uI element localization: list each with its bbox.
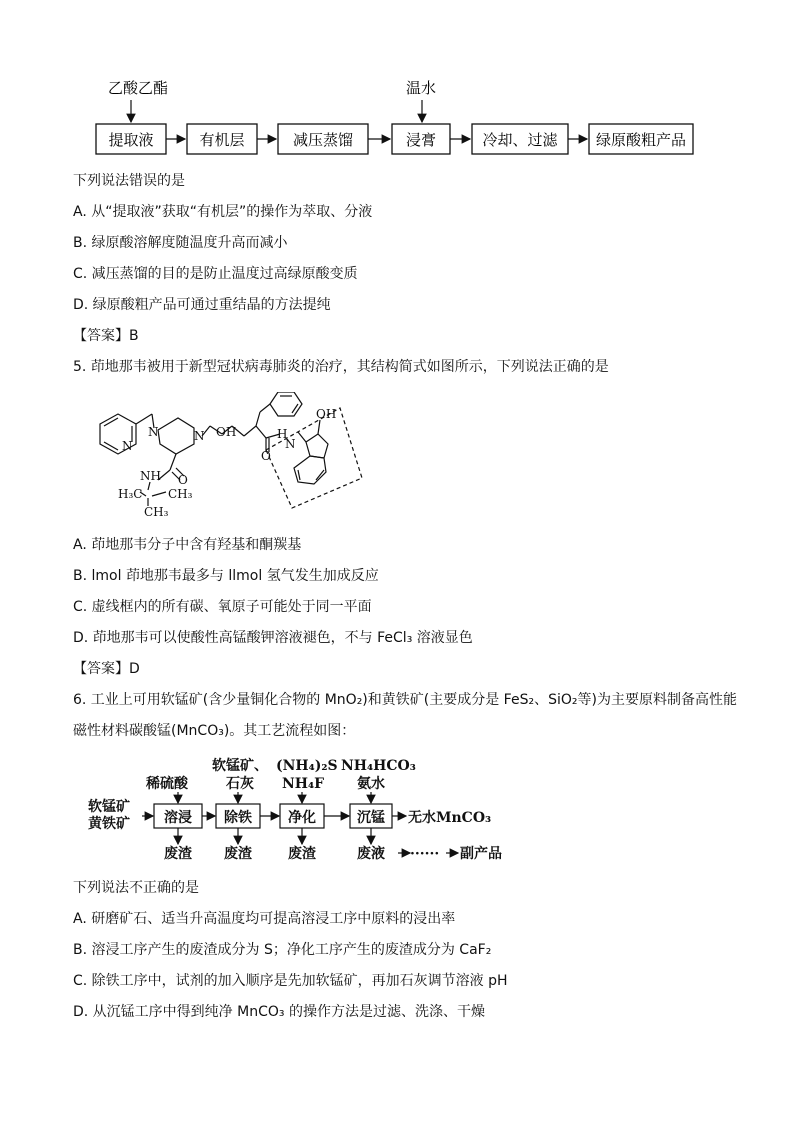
flow2-reagent-nh4s: (NH₄)₂S xyxy=(276,758,338,774)
q4-stem: 下列说法错误的是 xyxy=(73,173,185,189)
flow2-step-precipitate: 沉锰 xyxy=(357,810,385,826)
flow2-step-remove-fe: 除铁 xyxy=(224,810,252,826)
flow2-reagent-h2so4: 稀硫酸 xyxy=(146,776,188,792)
flow2-reagent-ammonia: 氨水 xyxy=(357,776,385,792)
q5-option-d: D. 茚地那韦可以使酸性高锰酸钾溶液褪色，不与 FeCl₃ 溶液显色 xyxy=(73,630,473,646)
q6-stem-line2: 磁性材料碳酸锰(MnCO₃)。其工艺流程如图： xyxy=(73,723,356,739)
q5-stem: 5. 茚地那韦被用于新型冠状病毒肺炎的治疗，其结构简式如图所示，下列说法正确的是 xyxy=(73,359,609,375)
flow2-waste-liquid: 废液 xyxy=(357,846,385,862)
flow1-box-vacuum-distill: 减压蒸馏 xyxy=(292,131,354,149)
structure-h3c: H₃C xyxy=(118,487,143,501)
flow1-box-crude-product: 绿原酸粗产品 xyxy=(595,131,687,149)
flow1-box-organic-layer: 有机层 xyxy=(199,131,245,149)
extraction-flow-diagram xyxy=(0,0,794,170)
q4-option-b: B. 绿原酸溶解度随温度升高而减小 xyxy=(73,235,288,251)
flow2-step-purify: 净化 xyxy=(288,810,316,826)
q6-option-d: D. 从沉锰工序中得到纯净 MnCO₃ 的操作方法是过滤、洗涤、干燥 xyxy=(73,1004,485,1020)
structure-carbonyl-o: O xyxy=(261,449,271,463)
flow2-waste-3: 废渣 xyxy=(288,846,316,862)
flow1-box-cool-filter: 冷却、过滤 xyxy=(482,131,558,149)
q6-option-c: C. 除铁工序中，试剂的加入顺序是先加软锰矿，再加石灰调节溶液 pH xyxy=(73,973,508,989)
q5-option-c: C. 虚线框内的所有碳、氧原子可能处于同一平面 xyxy=(73,599,372,615)
structure-amide-h: H xyxy=(277,427,288,441)
flow2-input-pyrite: 黄铁矿 xyxy=(88,816,130,832)
structure-pip-n: N xyxy=(148,425,159,439)
structure-ch3b: CH₃ xyxy=(144,505,169,519)
q4-option-a: A. 从“提取液”获取“有机层”的操作为萃取、分液 xyxy=(73,204,373,220)
q4-option-c: C. 减压蒸馏的目的是防止温度过高绿原酸变质 xyxy=(73,266,358,282)
flow2-reagent-nh4hco3: NH₄HCO₃ xyxy=(341,758,416,774)
flow1-label-warm-water: 温水 xyxy=(406,79,437,97)
flow1-box-extract: 提取液 xyxy=(108,131,154,149)
flow2-reagent-lime: 石灰 xyxy=(226,776,254,792)
flow2-waste-1: 废渣 xyxy=(164,846,192,862)
mnco3-process-flow xyxy=(80,752,520,872)
structure-pip-n2: N xyxy=(194,429,205,443)
flow2-byproduct: 副产品 xyxy=(460,846,502,862)
q5-option-a: A. 茚地那韦分子中含有羟基和酮羰基 xyxy=(73,537,302,553)
structure-oh1: OH xyxy=(216,425,237,439)
q4-answer: 【答案】B xyxy=(73,328,139,344)
q6-option-a: A. 研磨矿石、适当升高温度均可提高溶浸工序中原料的浸出率 xyxy=(73,911,456,927)
q4-option-d: D. 绿原酸粗产品可通过重结晶的方法提纯 xyxy=(73,297,331,313)
flow2-input-pyrolusite: 软锰矿 xyxy=(88,799,130,815)
structure-ch3a: CH₃ xyxy=(168,487,193,501)
q6-stem-line1: 6. 工业上可用软锰矿(含少量铜化合物的 MnO₂)和黄铁矿(主要成分是 FeS₂、SiO₂等)为主要原料制备高性能 xyxy=(73,692,737,708)
indinavir-structure xyxy=(80,392,370,522)
flow2-product: 无水MnCO₃ xyxy=(408,810,492,826)
structure-nh: NH xyxy=(140,469,161,483)
flow2-dots: ······ xyxy=(410,846,440,862)
flow2-reagent-mno2: 软锰矿、 xyxy=(212,758,268,774)
q6-stem2: 下列说法不正确的是 xyxy=(73,880,199,896)
q5-answer: 【答案】D xyxy=(73,661,140,677)
flow2-waste-2: 废渣 xyxy=(224,846,252,862)
flow1-label-ethyl-acetate: 乙酸乙酯 xyxy=(108,79,169,97)
flow2-reagent-nh4f: NH₄F xyxy=(282,776,325,792)
structure-pyridine-n: N xyxy=(122,439,133,453)
structure-oh2: OH xyxy=(316,407,337,421)
flow2-step-leach: 溶浸 xyxy=(164,810,192,826)
structure-amide-n: N xyxy=(285,437,296,451)
structure-carbonyl-o2: O xyxy=(178,473,188,487)
q5-option-b: B. lmol 茚地那韦最多与 llmol 氢气发生加成反应 xyxy=(73,568,379,584)
q6-option-b: B. 溶浸工序产生的废渣成分为 S；净化工序产生的废渣成分为 CaF₂ xyxy=(73,942,492,958)
flow1-box-extractum: 浸膏 xyxy=(405,131,437,149)
